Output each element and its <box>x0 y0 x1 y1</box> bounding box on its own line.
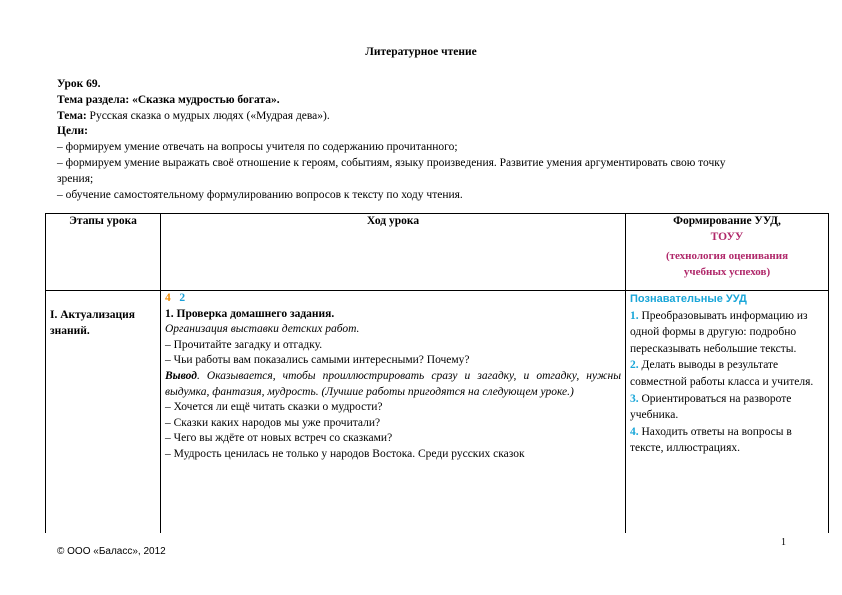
table-row <box>46 291 829 534</box>
stage-cell <box>46 291 161 534</box>
score-numbers <box>165 291 621 307</box>
lesson-topic <box>57 109 757 125</box>
header-uud-title: Формирование УУД, <box>673 215 781 227</box>
course-organization: Организация выставки детских работ. <box>165 323 360 336</box>
conclusion-text: . Оказывается, чтобы проиллюстрировать сразу и загадку, и отгадку, нужны выдумка, фантазия, мудрость. (Лучшие работы пригодятся на следующем уроке.) <box>165 369 621 398</box>
header-stages: Этапы урока <box>46 214 161 291</box>
course-line: – Мудрость ценилась не только у народов Востока. Среди русских сказок <box>165 447 525 460</box>
course-line: – Чего вы ждёте от новых встреч со сказками? <box>165 432 393 445</box>
lesson-table <box>45 213 829 533</box>
uud-item-number: 3. <box>630 392 639 405</box>
uud-item <box>630 391 824 424</box>
uud-cell <box>626 291 829 534</box>
course-conclusion <box>165 369 621 400</box>
document-title: Литературное чтение <box>365 46 477 58</box>
section-theme: Тема раздела: «Сказка мудростью богата». <box>57 93 280 106</box>
uud-item-number: 4. <box>630 425 639 438</box>
course-line: – Чьи работы вам показались самыми интересными? Почему? <box>165 354 470 367</box>
course-heading: 1. Проверка домашнего задания. <box>165 307 335 320</box>
uud-item <box>630 308 824 358</box>
course-line: – Прочитайте загадку и отгадку. <box>165 338 323 351</box>
uud-item-number: 1. <box>630 309 639 322</box>
page-number: 1 <box>781 537 786 548</box>
header-toouu-sub1: (технология оценивания <box>665 250 789 263</box>
uud-item-text: Делать выводы в результате совместной работы класса и учителя. <box>630 359 814 388</box>
score-number-blue: 2 <box>179 292 186 304</box>
score-number-orange: 4 <box>165 292 171 304</box>
stage-name: I. Актуализация знаний. <box>50 309 136 337</box>
uud-item-text: Находить ответы на вопросы в тексте, иллюстрациях. <box>630 425 792 455</box>
uud-title: Познавательные УУД <box>630 293 747 305</box>
uud-item <box>630 424 824 457</box>
footer-copyright: © ООО «Баласс», 2012 <box>57 546 166 557</box>
header-toouu-sub2: учебных успехов) <box>683 265 771 278</box>
goals-label: Цели: <box>57 125 88 138</box>
uud-item <box>630 357 824 390</box>
uud-item-text: Преобразовывать информацию из одной формы в другую: подробно пересказывать небольшие тексты. <box>630 309 808 355</box>
uud-item-number: 2. <box>630 359 639 372</box>
header-uud <box>626 214 829 291</box>
goal-item: – формируем умение отвечать на вопросы учителя по содержанию прочитанного; <box>57 141 458 154</box>
conclusion-label: Вывод <box>165 369 197 382</box>
header-course: Ход урока <box>161 214 626 291</box>
goal-item: – формируем умение выражать своё отношение к героям, событиям, языку произведения. Развитие умения аргументировать свою точку зрения; <box>57 156 726 185</box>
topic-text: Русская сказка о мудрых людях («Мудрая дева»). <box>86 109 330 122</box>
course-cell <box>161 291 626 534</box>
goal-item: – обучение самостоятельному формулированию вопросов к тексту по ходу чтения. <box>57 188 463 201</box>
topic-label: Тема: <box>57 109 87 122</box>
course-line: – Хочется ли ещё читать сказки о мудрости? <box>165 401 383 414</box>
uud-item-text: Ориентироваться на развороте учебника. <box>630 392 792 422</box>
lesson-header <box>57 77 757 203</box>
header-toouu: ТОУУ <box>710 230 744 243</box>
lesson-number: Урок 69. <box>57 78 101 90</box>
course-line: – Сказки каких народов мы уже прочитали? <box>165 416 381 429</box>
table-header-row <box>46 214 829 291</box>
